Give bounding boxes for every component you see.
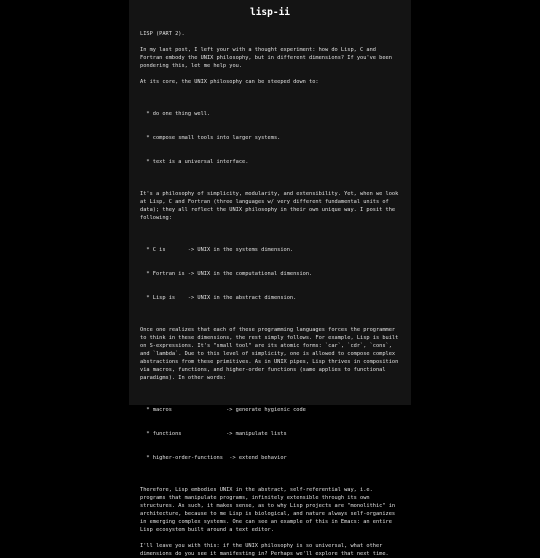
philosophy-paragraph: At its core, the UNIX philosophy can be steeped down to: (140, 79, 319, 85)
lisp-paragraph: Once one realizes that each of these programming languages forces the programmer to think in these dimensions, the rest simply follows. For example, Lisp is built on S-expressions. It's "small tool" are its atomic forms: `car`, `cdr`, `cons`, and `lambda`. Due to this level of simplicity, one is allowed to compose complex abstractions from these primitives. As in UNIX pipes, Lisp thrives in composition via macros, functions, and higher-order functions (same applies to functional paradigms). In other words: (140, 327, 402, 381)
closing-paragraph: I'll leave you with this: if the UNIX philosophy is so universal, what other dimensions do you see it manifesting in? Perhaps we'll explore that next time. (140, 543, 389, 557)
list-item: * do one thing well. (140, 111, 211, 117)
principles-list (140, 94, 400, 182)
list-item: * C is -> UNIX in the systems dimension. (140, 247, 294, 253)
list-item: * Lisp is -> UNIX in the abstract dimension. (140, 295, 297, 301)
abstract-paragraph: Therefore, Lisp embodies UNIX in the abstract, self-referential way, i.e. programs that manipulate programs, infinitely extensible through its own structures. As such, it makes sense, as to why Lisp projects are "monolithic" in architecture, because to me Lisp is biological, and nature always self-organizes in emerging complex systems. One can see an example of this in Emacs: an entire Lisp ecosystem built around a text editor. (140, 487, 399, 533)
list-item: * compose small tools into larger systems. (140, 135, 281, 141)
languages-list (140, 230, 400, 318)
list-item: * higher-order-functions -> extend behavior (140, 455, 287, 461)
intro-paragraph: In my last post, I left your with a thought experiment: how do Lisp, C and Fortran embody the UNIX philosophy, but in different dimensions? If you've been pondering this, let me help you. (140, 47, 396, 69)
list-item: * Fortran is -> UNIX in the computational dimension. (140, 271, 313, 277)
list-item: * text is a universal interface. (140, 159, 249, 165)
post-title: lisp-ii (249, 7, 291, 18)
tools-list (140, 390, 400, 478)
list-item: * functions -> manipulate lists (140, 431, 287, 437)
post-page (129, 0, 411, 557)
post-subtitle: LISP (PART 2). (140, 31, 185, 37)
simplicity-paragraph: It's a philosophy of simplicity, modularity, and extensibility. Yet, when we look at Lisp, C and Fortran (three languages w/ very different fundamental units of data); they all reflect the UNIX philosophy in their own unique way. I posit the following: (140, 191, 402, 221)
list-item: * macros -> generate hygienic code (140, 407, 306, 413)
